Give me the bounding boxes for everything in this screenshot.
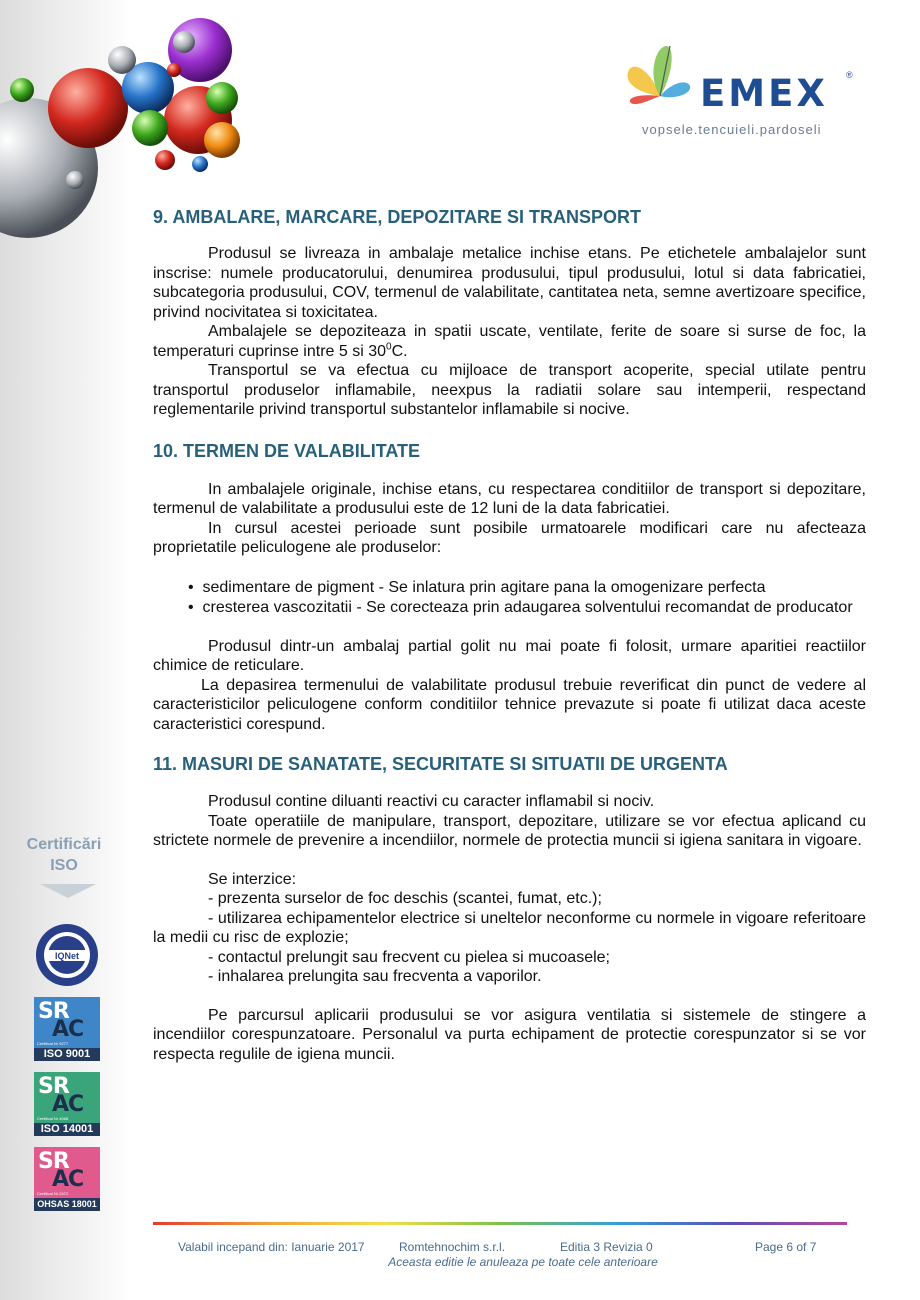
iqnet-badge [34,922,100,988]
decorative-spheres-image [0,0,250,240]
section-10-title: 10. TERMEN DE VALABILITATE [153,440,421,461]
section-9-paragraph-2: Ambalajele se depoziteaza in spatii uscate, ventilate, ferite de soare si surse de foc, la temperaturi cuprinse intre 5 si $30^0C$. [153,323,866,360]
section-11-paragraph-2: Toate operatiile de manipulare, transport, depozitare, utilizare se vor efectua aplicand cu strictete normele de prevenire a incendiilor, normele de protectia muncii si igiena sanitara in vigoare. [153,812,866,849]
footer-company: Romtehnochim s.r.l. [399,1240,506,1254]
section-9-paragraph-3: Transportul se va efectua cu mijloace de transport acoperite, special utilate pentru transportul produselor inflamabile, neexpus la radiatii solare sau intemperii, respectand reglementarile privind transportul substantelor inflamabile si nocive. [153,362,866,418]
forbidden-title: Se interzice: [208,870,297,888]
forbidden-item: - utilizarea echipamentelor electrice si uneltelor neconforme cu normele in vigoare referitoare la medii cu risc de explozie; [153,909,866,946]
forbidden-item: - contactul prelungit sau frecvent cu pielea si mucoasele; [208,948,610,966]
srac-badge-ohsas-18001: SR AC Certificat Nr 2472 OHSAS 18001 [34,1147,100,1211]
forbidden-item: - inhalarea prelungita sau frecventa a vaporilor. [208,968,542,985]
butterfly-icon [620,38,700,118]
section-10-paragraph-1: In ambalajele originale, inchise etans, cu respectarea conditiilor de transport si depozitare, termenul de valabilitate a produsului este de 12 luni de la data fabricatiei. [153,480,866,517]
section-10-paragraph-4: La depasirea termenului de valabilitate produsul trebuie reverificat din punct de vedere al caracteristicilor peliculogene conform conditiilor tehnice prevazute si poate fi utilizat daca aceste caracteristici corespund. [153,676,866,733]
srac-badge-iso-14001: SR AC Certificat Nr 4068 ISO 14001 [34,1072,100,1136]
footer-valid-from: Valabil incepand din: Ianuarie 2017 [178,1240,365,1254]
section-11-paragraph-1: Produsul contine diluanti reactivi cu caracter inflamabil si nociv. [208,793,655,810]
section-10-paragraph-2: In cursul acestei perioade sunt posibile urmatoarele modificari care nu afecteaza proprietatile peliculogene ale produselor: [153,519,866,556]
brand-tagline: vopsele.tencuieli.pardoseli [642,122,822,137]
section-9-title: 9. AMBALARE, MARCARE, DEPOZITARE SI TRANSPORT [153,207,642,227]
brand-name: EMEX [700,72,828,115]
badge-label: OHSAS 18001 [34,1198,100,1211]
badge-label: ISO 14001 [34,1123,100,1136]
emex-logo [620,38,860,143]
certifications-title: Certificări ISO [26,836,102,874]
document-body [153,206,866,1064]
bullet-item: • cresterea vascozitatii - Se corecteaza prin adaugarea solventului recomandat de producator [188,599,853,616]
section-11-paragraph-3: Pe parcursul aplicarii produsului se vor asigura ventilatia si sistemele de stingere a incendiilor corespunzatoare. Personalul va purta echipament de protectie corespunzator si se vor respecta regulile de igiena muncii. [153,1006,866,1063]
footer-divider [153,1222,847,1225]
footer-page-number: Page 6 of 7 [755,1240,817,1254]
certifications-arrow [40,884,96,898]
badge-label: ISO 9001 [34,1048,100,1061]
footer-note: Aceasta editie le anuleaza pe toate cele anterioare [388,1255,658,1269]
footer-edition: Editia 3 Revizia 0 [560,1240,653,1254]
srac-badge-iso-9001: SR AC Certificat Nr 9277 ISO 9001 [34,997,100,1061]
section-11-title: 11. MASURI DE SANATATE, SECURITATE SI SITUATII DE URGENTA [153,754,728,774]
section-9-paragraph-1: Produsul se livreaza in ambalaje metalice inchise etans. Pe etichetele ambalajelor sunt inscrise: numele producatorului, denumirea produsului, tipul produsului, lotul si data fabricatiei, subcategoria produsului, COV, termenul de valabilitate, cantitatea neta, semne avertizoare specifice, privind nocivitatea si toxicitatea. [153,245,866,321]
section-10-paragraph-3: Produsul dintr-un ambalaj partial golit nu mai poate fi folosit, urmare aparitiei reactiilor chimice de reticulare. [153,637,866,674]
forbidden-item: - prezenta surselor de foc deschis (scantei, fumat, etc.); [208,890,602,907]
iqnet-label: IQNet [54,951,80,961]
registered-mark: ® [846,70,853,80]
bullet-item: • sedimentare de pigment - Se inlatura prin agitare pana la omogenizare perfecta [188,578,766,596]
